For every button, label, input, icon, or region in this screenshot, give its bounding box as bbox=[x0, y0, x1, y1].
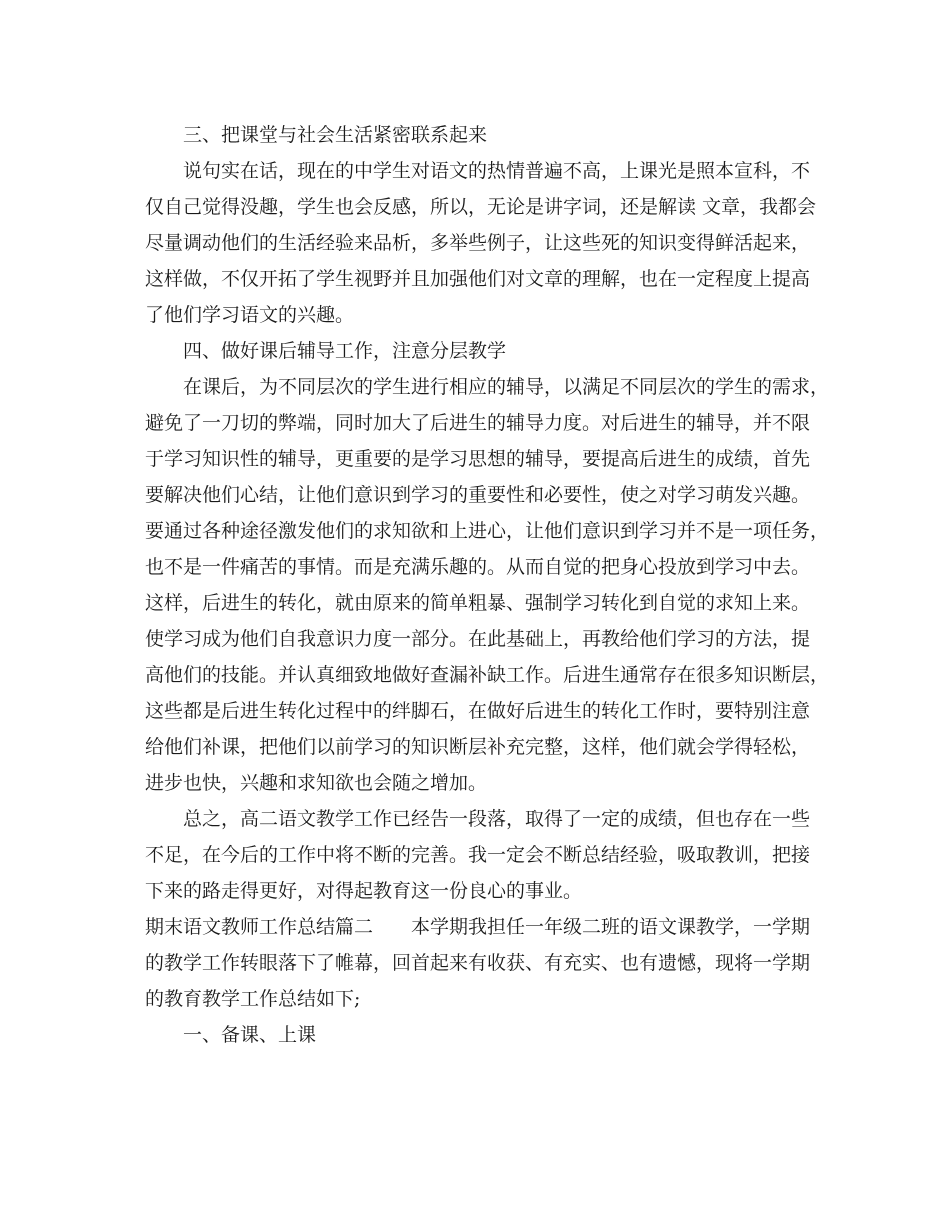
paragraph-line: 要通过各种途径激发他们的求知欲和上进心，让他们意识到学习并不是一项任务， bbox=[145, 520, 830, 542]
paragraph-line: 下来的路走得更好，对得起教育这一份良心的事业。 bbox=[145, 880, 583, 902]
paragraph-line: 也不是一件痛苦的事情。而是充满乐趣的。从而自觉的把身心投放到学习中去。 bbox=[145, 556, 811, 578]
paragraph-line: 这样做，不仅开拓了学生视野并且加强他们对文章的理解，也在一定程度上提高 bbox=[145, 268, 811, 290]
section-heading: 四、做好课后辅导工作，注意分层教学 bbox=[183, 340, 507, 362]
paragraph-line: 给他们补课，把他们以前学习的知识断层补充完整，这样，他们就会学得轻松， bbox=[145, 736, 811, 758]
paragraph-line: 期末语文教师工作总结篇二 本学期我担任一年级二班的语文课教学，一学期 bbox=[145, 916, 811, 938]
section-heading: 三、把课堂与社会生活紧密联系起来 bbox=[183, 124, 488, 146]
section-heading: 一、备课、上课 bbox=[183, 1024, 317, 1046]
paragraph-line: 于学习知识性的辅导，更重要的是学习思想的辅导，要提高后进生的成绩，首先 bbox=[145, 448, 811, 470]
paragraph-line: 不足，在今后的工作中将不断的完善。我一定会不断总结经验，吸取教训，把接 bbox=[145, 844, 811, 866]
paragraph-line: 要解决他们心结，让他们意识到学习的重要性和必要性，使之对学习萌发兴趣。 bbox=[145, 484, 811, 506]
paragraph-line: 进步也快，兴趣和求知欲也会随之增加。 bbox=[145, 772, 488, 794]
paragraph-line: 高他们的技能。并认真细致地做好查漏补缺工作。后进生通常存在很多知识断层， bbox=[145, 664, 830, 686]
paragraph-line: 的教育教学工作总结如下; bbox=[145, 988, 361, 1010]
paragraph-line: 仅自己觉得没趣，学生也会反感，所以，无论是讲字词，还是解读 文章，我都会 bbox=[145, 196, 817, 218]
paragraph-line: 尽量调动他们的生活经验来品析，多举些例子，让这些死的知识变得鲜活起来， bbox=[145, 232, 811, 254]
paragraph-line: 避免了一刀切的弊端，同时加大了后进生的辅导力度。对后进生的辅导，并不限 bbox=[145, 412, 811, 434]
document-body bbox=[145, 117, 830, 1053]
paragraph-line: 的教学工作转眼落下了帷幕，回首起来有收获、有充实、也有遗憾，现将一学期 bbox=[145, 952, 811, 974]
paragraph-line: 这些都是后进生转化过程中的绊脚石，在做好后进生的转化工作时，要特别注意 bbox=[145, 700, 811, 722]
paragraph-line: 了他们学习语文的兴趣。 bbox=[145, 304, 355, 326]
paragraph-line: 总之，高二语文教学工作已经告一段落，取得了一定的成绩，但也存在一些 bbox=[183, 808, 811, 830]
paragraph-line: 使学习成为他们自我意识力度一部分。在此基础上，再教给他们学习的方法，提 bbox=[145, 628, 811, 650]
paragraph-line: 说句实在话，现在的中学生对语文的热情普遍不高，上课光是照本宣科，不 bbox=[183, 160, 811, 182]
paragraph-line: 这样，后进生的转化，就由原来的简单粗暴、强制学习转化到自觉的求知上来。 bbox=[145, 592, 811, 614]
paragraph-line: 在课后，为不同层次的学生进行相应的辅导，以满足不同层次的学生的需求， bbox=[183, 376, 830, 398]
